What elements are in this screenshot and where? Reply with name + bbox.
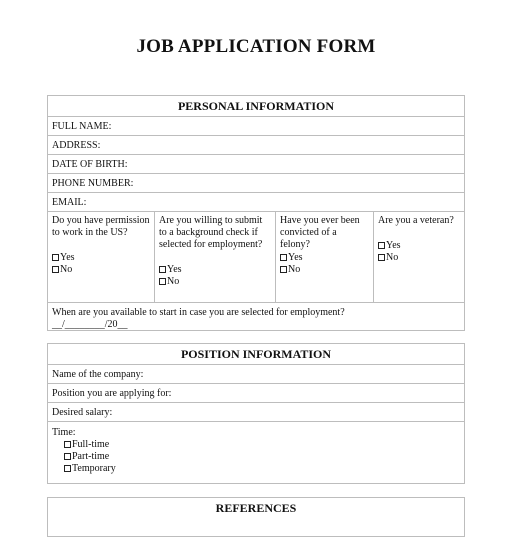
background-check-no[interactable]: No bbox=[159, 276, 182, 288]
phone-number-field[interactable]: PHONE NUMBER: bbox=[48, 174, 464, 193]
checkbox-icon[interactable] bbox=[64, 465, 71, 472]
desired-salary-field[interactable]: Desired salary: bbox=[48, 403, 464, 422]
checkbox-icon[interactable] bbox=[280, 254, 287, 261]
time-part-time[interactable]: Part-time bbox=[64, 451, 460, 463]
checkbox-icon[interactable] bbox=[64, 453, 71, 460]
work-permission-no[interactable]: No bbox=[52, 264, 75, 276]
questions-grid bbox=[48, 212, 464, 303]
time-full-time[interactable]: Full-time bbox=[64, 439, 460, 451]
question-text: Are you a veteran? bbox=[378, 215, 454, 226]
availability-question: When are you available to start in case you are selected for employment? bbox=[52, 307, 345, 318]
email-field[interactable]: EMAIL: bbox=[48, 193, 464, 212]
time-field bbox=[48, 422, 464, 480]
time-label: Time: bbox=[52, 427, 76, 438]
veteran-yes[interactable]: Yes bbox=[378, 240, 401, 252]
personal-information-section bbox=[47, 95, 465, 331]
felony-no[interactable]: No bbox=[280, 264, 303, 276]
felony-yes[interactable]: Yes bbox=[280, 252, 303, 264]
checkbox-icon[interactable] bbox=[159, 266, 166, 273]
felony-question bbox=[276, 212, 374, 302]
work-permission-question bbox=[48, 212, 155, 302]
checkbox-icon[interactable] bbox=[52, 266, 59, 273]
question-text: Have you ever been convicted of a felony? bbox=[280, 215, 360, 250]
references-heading: REFERENCES bbox=[215, 501, 297, 515]
company-name-field[interactable]: Name of the company: bbox=[48, 365, 464, 384]
question-text: Do you have permission to work in the US? bbox=[52, 215, 150, 238]
availability-date-blank[interactable]: __/________/20__ bbox=[52, 319, 128, 330]
position-information-heading: POSITION INFORMATION bbox=[48, 344, 464, 365]
question-text: Are you willing to submit to a background check if selected for employment? bbox=[159, 215, 263, 250]
date-of-birth-field[interactable]: DATE OF BIRTH: bbox=[48, 155, 464, 174]
checkbox-icon[interactable] bbox=[378, 254, 385, 261]
checkbox-icon[interactable] bbox=[378, 242, 385, 249]
work-permission-yes[interactable]: Yes bbox=[52, 252, 75, 264]
checkbox-icon[interactable] bbox=[159, 278, 166, 285]
checkbox-icon[interactable] bbox=[64, 441, 71, 448]
checkbox-icon[interactable] bbox=[280, 266, 287, 273]
position-applying-field[interactable]: Position you are applying for: bbox=[48, 384, 464, 403]
time-temporary[interactable]: Temporary bbox=[64, 463, 460, 475]
background-check-yes[interactable]: Yes bbox=[159, 264, 182, 276]
form-title: JOB APPLICATION FORM bbox=[136, 36, 376, 57]
address-field[interactable]: ADDRESS: bbox=[48, 136, 464, 155]
position-information-section bbox=[47, 343, 465, 484]
veteran-no[interactable]: No bbox=[378, 252, 401, 264]
checkbox-icon[interactable] bbox=[52, 254, 59, 261]
background-check-question bbox=[155, 212, 276, 302]
availability-field[interactable] bbox=[48, 303, 464, 335]
references-section bbox=[47, 497, 465, 537]
full-name-field[interactable]: FULL NAME: bbox=[48, 117, 464, 136]
personal-information-heading: PERSONAL INFORMATION bbox=[48, 96, 464, 117]
veteran-question bbox=[374, 212, 464, 302]
